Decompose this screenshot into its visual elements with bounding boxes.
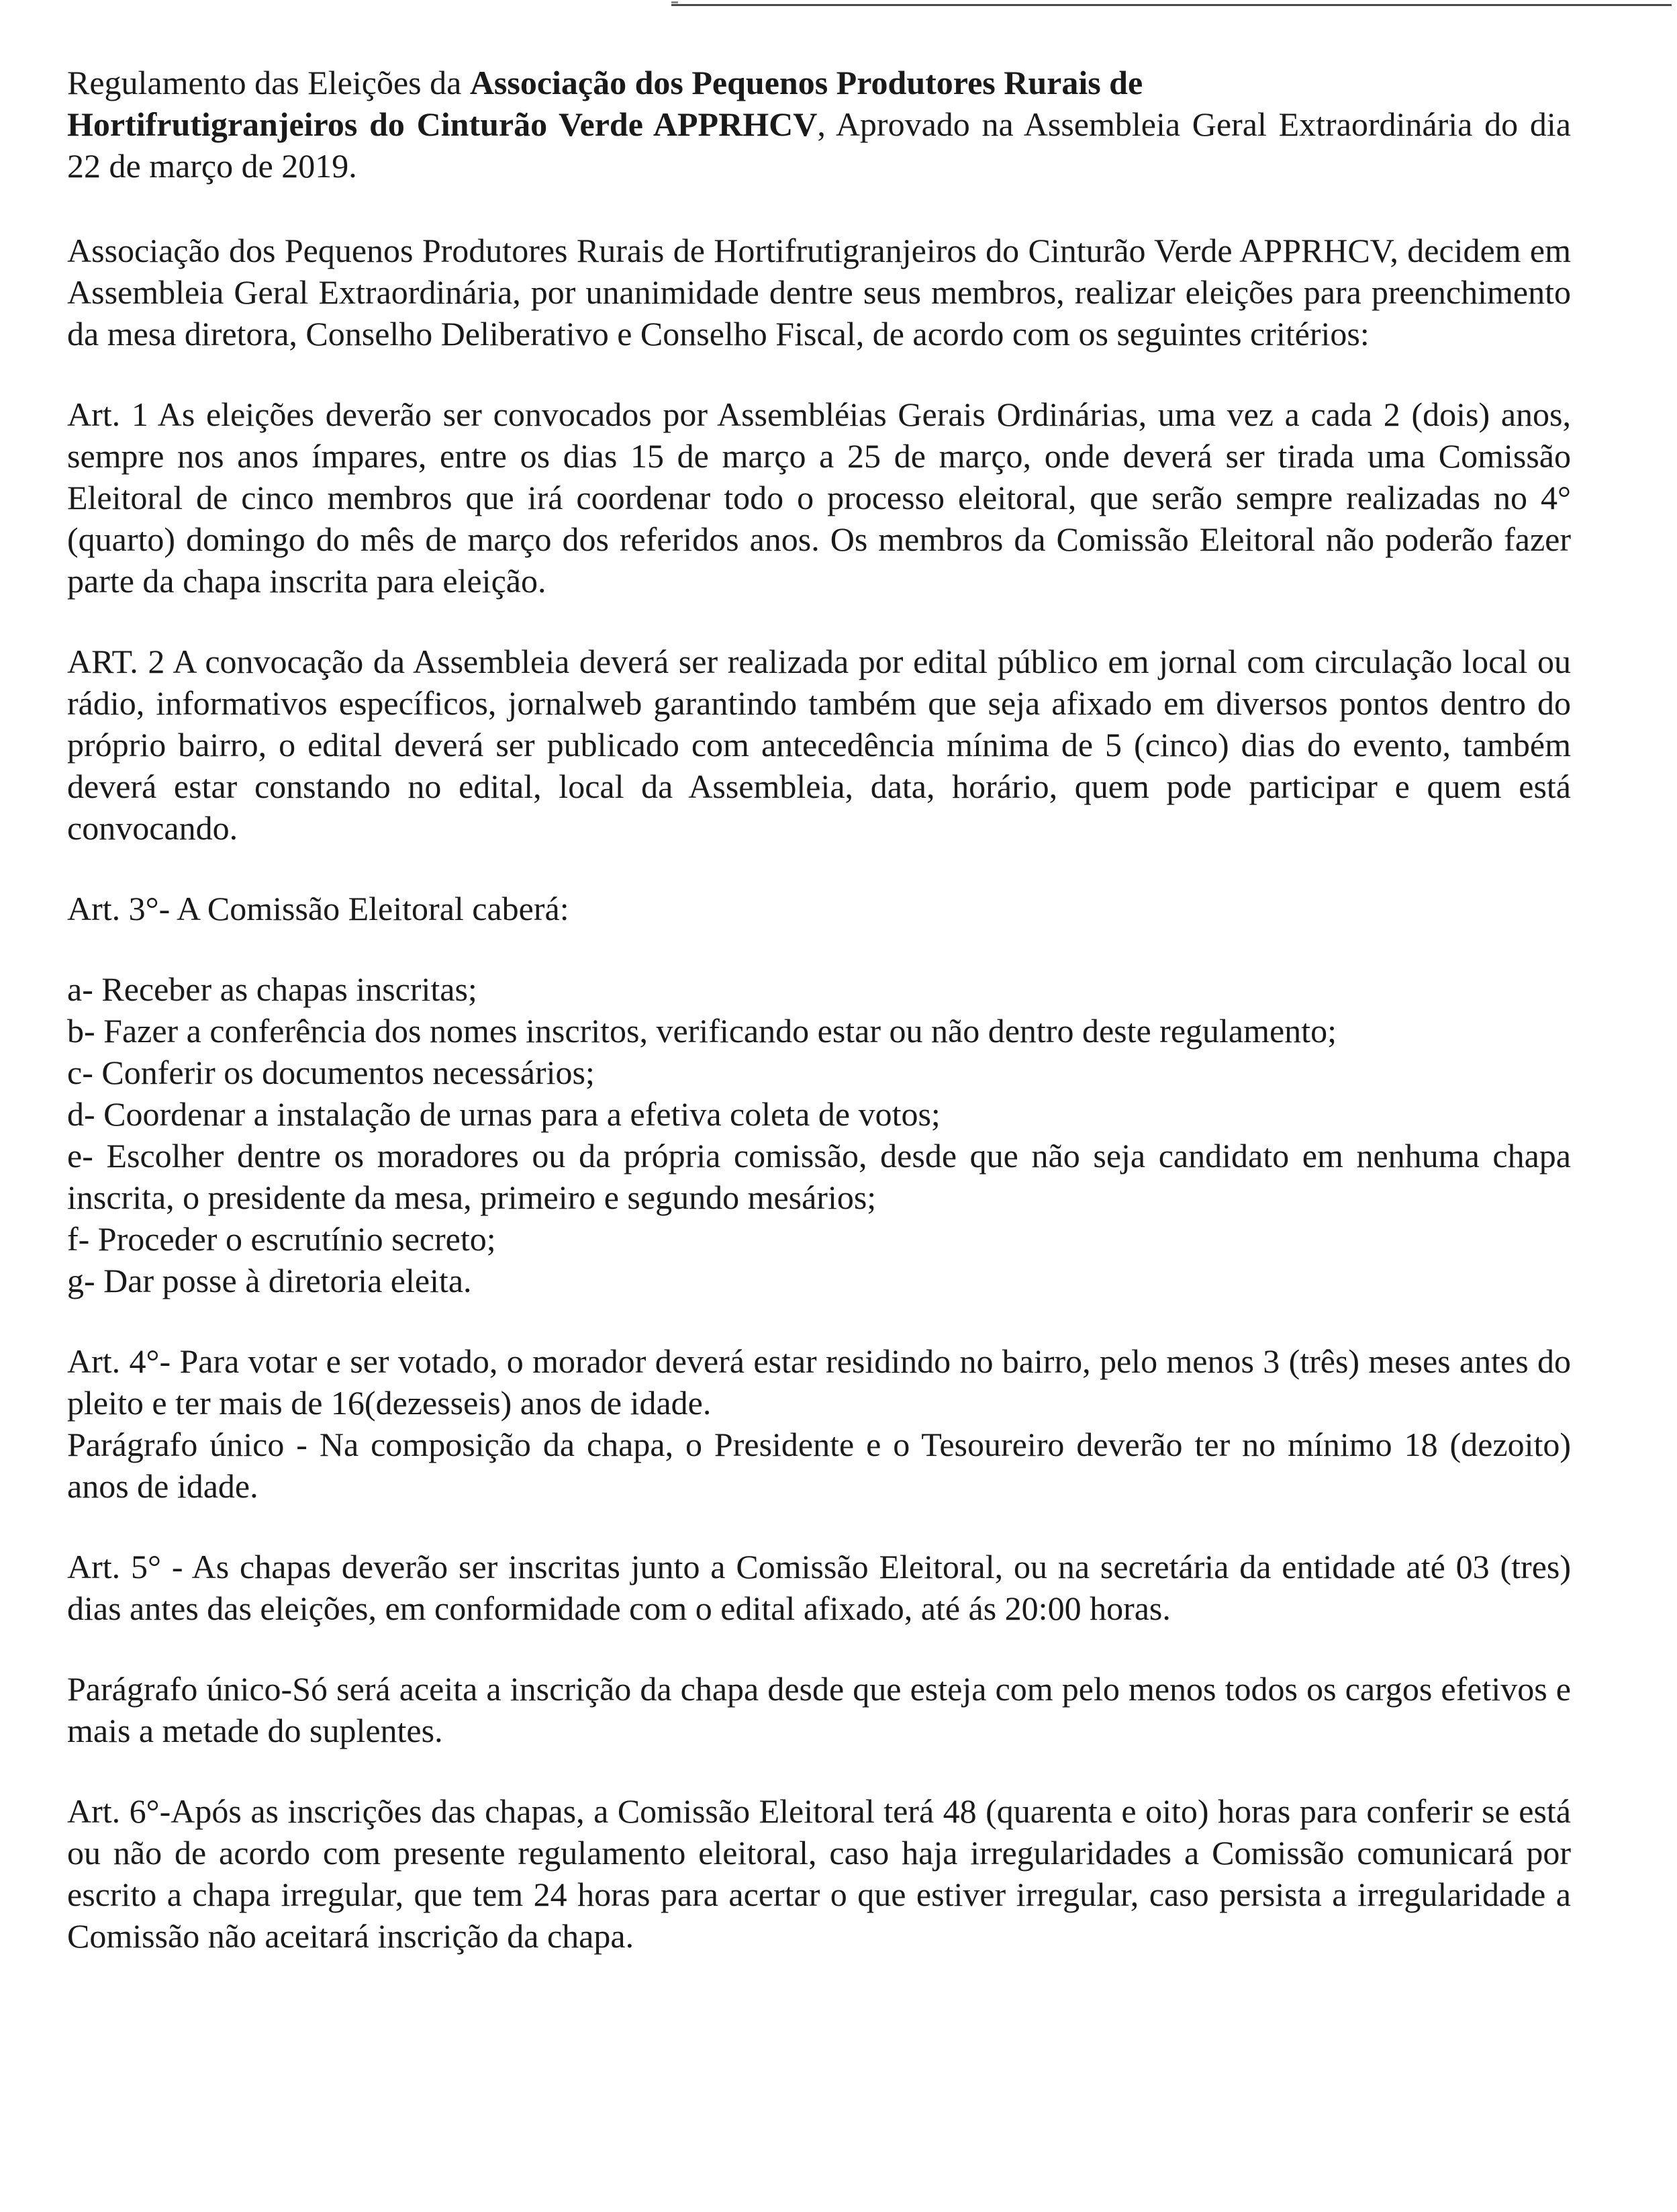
article-1: Art. 1 As eleições deverão ser convocados por Assembléias Gerais Ordinárias, uma vez a cada 2 (dois) anos, sempre nos anos ímpares, entre os dias 15 de março a 25 de março, onde deverá ser tirada uma Comissão Eleitoral de cinco membros que irá coordenar todo o processo eleitoral, que serão sempre realizadas no 4°(quarto) domingo do mês de março dos referidos anos. Os membros da Comissão Eleitoral não poderão fazer parte da chapa inscrita para eleição. [67, 396, 1571, 600]
title-suffix: , Aprovado na Assembleia Geral Extraordinária do dia 22 de março de 2019. [67, 105, 1571, 185]
document-title [67, 62, 1571, 187]
intro-paragraph: Associação dos Pequenos Produtores Rurais de Hortifrutigranjeiros do Cinturão Verde APPRHCV, decidem em Assembleia Geral Extraordinária, por unanimidade dentre seus membros, realizar eleições para preenchimento da mesa diretora, Conselho Deliberativo e Conselho Fiscal, de acordo com os seguintes critérios: [67, 232, 1571, 353]
list-item-g: g- Dar posse à diretoria eleita. [67, 1262, 472, 1299]
article-3-list [67, 968, 1571, 1301]
article-3-heading: Art. 3°- A Comissão Eleitoral caberá: [67, 890, 569, 927]
article-5-paragraph: Parágrafo único-Só será aceita a inscrição da chapa desde que esteja com pelo menos todos os cargos efetivos e mais a metade do suplentes. [67, 1670, 1571, 1749]
list-item-d: d- Coordenar a instalação de urnas para a efetiva coleta de votos; [67, 1095, 941, 1133]
page-edge-line [671, 4, 1672, 6]
list-item-a: a- Receber as chapas inscritas; [67, 970, 477, 1008]
article-4-paragraph: Parágrafo único - Na composição da chapa, o Presidente e o Tesoureiro deverão ter no mínimo 18 (dezoito) anos de idade. [67, 1426, 1571, 1505]
article-2: ART. 2 A convocação da Assembleia deverá ser realizada por edital público em jornal com circulação local ou rádio, informativos específicos, jornalweb garantindo também que seja afixado em diversos pontos dentro do próprio bairro, o edital deverá ser publicado com antecedência mínima de 5 (cinco) dias do evento, também deverá estar constando no edital, local da Assembleia, data, horário, quem pode participar e quem está convocando. [67, 643, 1571, 847]
list-item-c: c- Conferir os documentos necessários; [67, 1054, 595, 1091]
scan-mark [671, 1, 678, 3]
article-5: Art. 5° - As chapas deverão ser inscritas junto a Comissão Eleitoral, ou na secretária da entidade até 03 (tres) dias antes das eleições, em conformidade com o edital afixado, até ás 20:00 horas. [67, 1548, 1571, 1627]
article-6: Art. 6°-Após as inscrições das chapas, a Comissão Eleitoral terá 48 (quarenta e oito) horas para conferir se está ou não de acordo com presente regulamento eleitoral, caso haja irregularidades a Comissão comunicará por escrito a chapa irregular, que tem 24 horas para acertar o que estiver irregular, caso persista a irregularidade a Comissão não aceitará inscrição da chapa. [67, 1792, 1571, 1955]
list-item-e: e- Escolher dentre os moradores ou da própria comissão, desde que não seja candidato em nenhuma chapa inscrita, o presidente da mesa, primeiro e segundo mesários; [67, 1137, 1571, 1216]
list-item-f: f- Proceder o escrutínio secreto; [67, 1220, 496, 1258]
article-4: Art. 4°- Para votar e ser votado, o morador deverá estar residindo no bairro, pelo menos 3 (três) meses antes do pleito e ter mais de 16(dezesseis) anos de idade. [67, 1342, 1571, 1422]
document-page [67, 62, 1571, 1957]
title-org-name-1: Associação dos Pequenos Produtores Rurais de [469, 64, 1143, 101]
list-item-b: b- Fazer a conferência dos nomes inscritos, verificando estar ou não dentro deste regulamento; [67, 1012, 1337, 1050]
title-org-name-2: Hortifrutigranjeiros do Cinturão Verde APPRHCV [67, 105, 818, 143]
title-prefix: Regulamento das Eleições da [67, 64, 470, 101]
